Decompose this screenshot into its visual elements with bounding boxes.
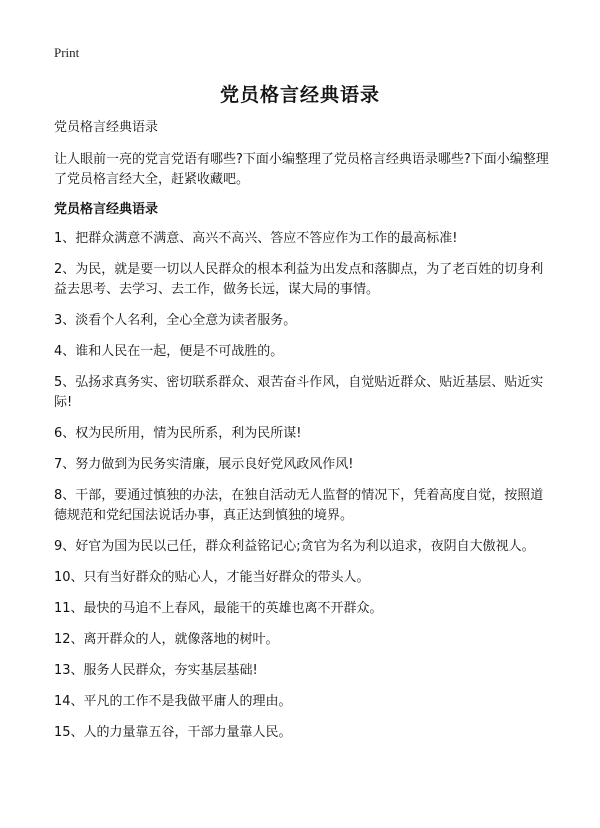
page-title: 党员格言经典语录 bbox=[219, 84, 380, 106]
quote-item: 1、把群众满意不满意、高兴不高兴、答应不答应作为工作的最高标准! bbox=[54, 231, 458, 246]
quote-item: 9、好官为国为民以己任，群众利益铭记心;贪官为名为利以追求，夜阴自大傲视人。 bbox=[54, 539, 535, 554]
quote-item: 14、平凡的工作不是我做平庸人的理由。 bbox=[54, 694, 292, 709]
quote-item: 8、干部，要通过慎独的办法，在独自活动无人监督的情况下，凭着高度自觉，按照道德规范和党纪国法说话办事，真正达到慎独的境界。 bbox=[54, 488, 544, 523]
quote-item: 11、最快的马追不上春风，最能干的英雄也离不开群众。 bbox=[54, 601, 383, 616]
quote-item: 3、淡看个人名利，全心全意为读者服务。 bbox=[54, 313, 297, 328]
article-body bbox=[54, 118, 554, 754]
quote-item: 4、谁和人民在一起，便是不可战胜的。 bbox=[54, 344, 284, 359]
print-link[interactable]: Print bbox=[54, 45, 80, 60]
section-heading: 党员格言经典语录 bbox=[54, 202, 159, 217]
quote-item: 2、为民，就是要一切以人民群众的根本利益为出发点和落脚点，为了老百姓的切身利益去思考、去学习、去工作，做务长远，谋大局的事情。 bbox=[54, 262, 544, 297]
article-subtitle: 党员格言经典语录 bbox=[54, 120, 159, 135]
quote-item: 5、弘扬求真务实、密切联系群众、艰苦奋斗作风，自觉贴近群众、贴近基层、贴近实际! bbox=[54, 375, 544, 410]
quote-list bbox=[54, 229, 554, 743]
quote-item: 13、服务人民群众，夯实基层基础! bbox=[54, 663, 258, 678]
quote-item: 6、权为民所用，情为民所系，利为民所谋! bbox=[54, 426, 302, 441]
quote-item: 15、人的力量靠五谷，干部力量靠人民。 bbox=[54, 725, 292, 740]
article-intro: 让人眼前一亮的党言党语有哪些?下面小编整理了党员格言经典语录哪些?下面小编整理了党员格言经大全，赶紧收藏吧。 bbox=[54, 152, 549, 187]
quote-item: 12、离开群众的人，就像落地的树叶。 bbox=[54, 632, 279, 647]
quote-item: 7、努力做到为民务实清廉，展示良好党风政风作风! bbox=[54, 457, 354, 472]
quote-item: 10、只有当好群众的贴心人，才能当好群众的带头人。 bbox=[54, 570, 370, 585]
